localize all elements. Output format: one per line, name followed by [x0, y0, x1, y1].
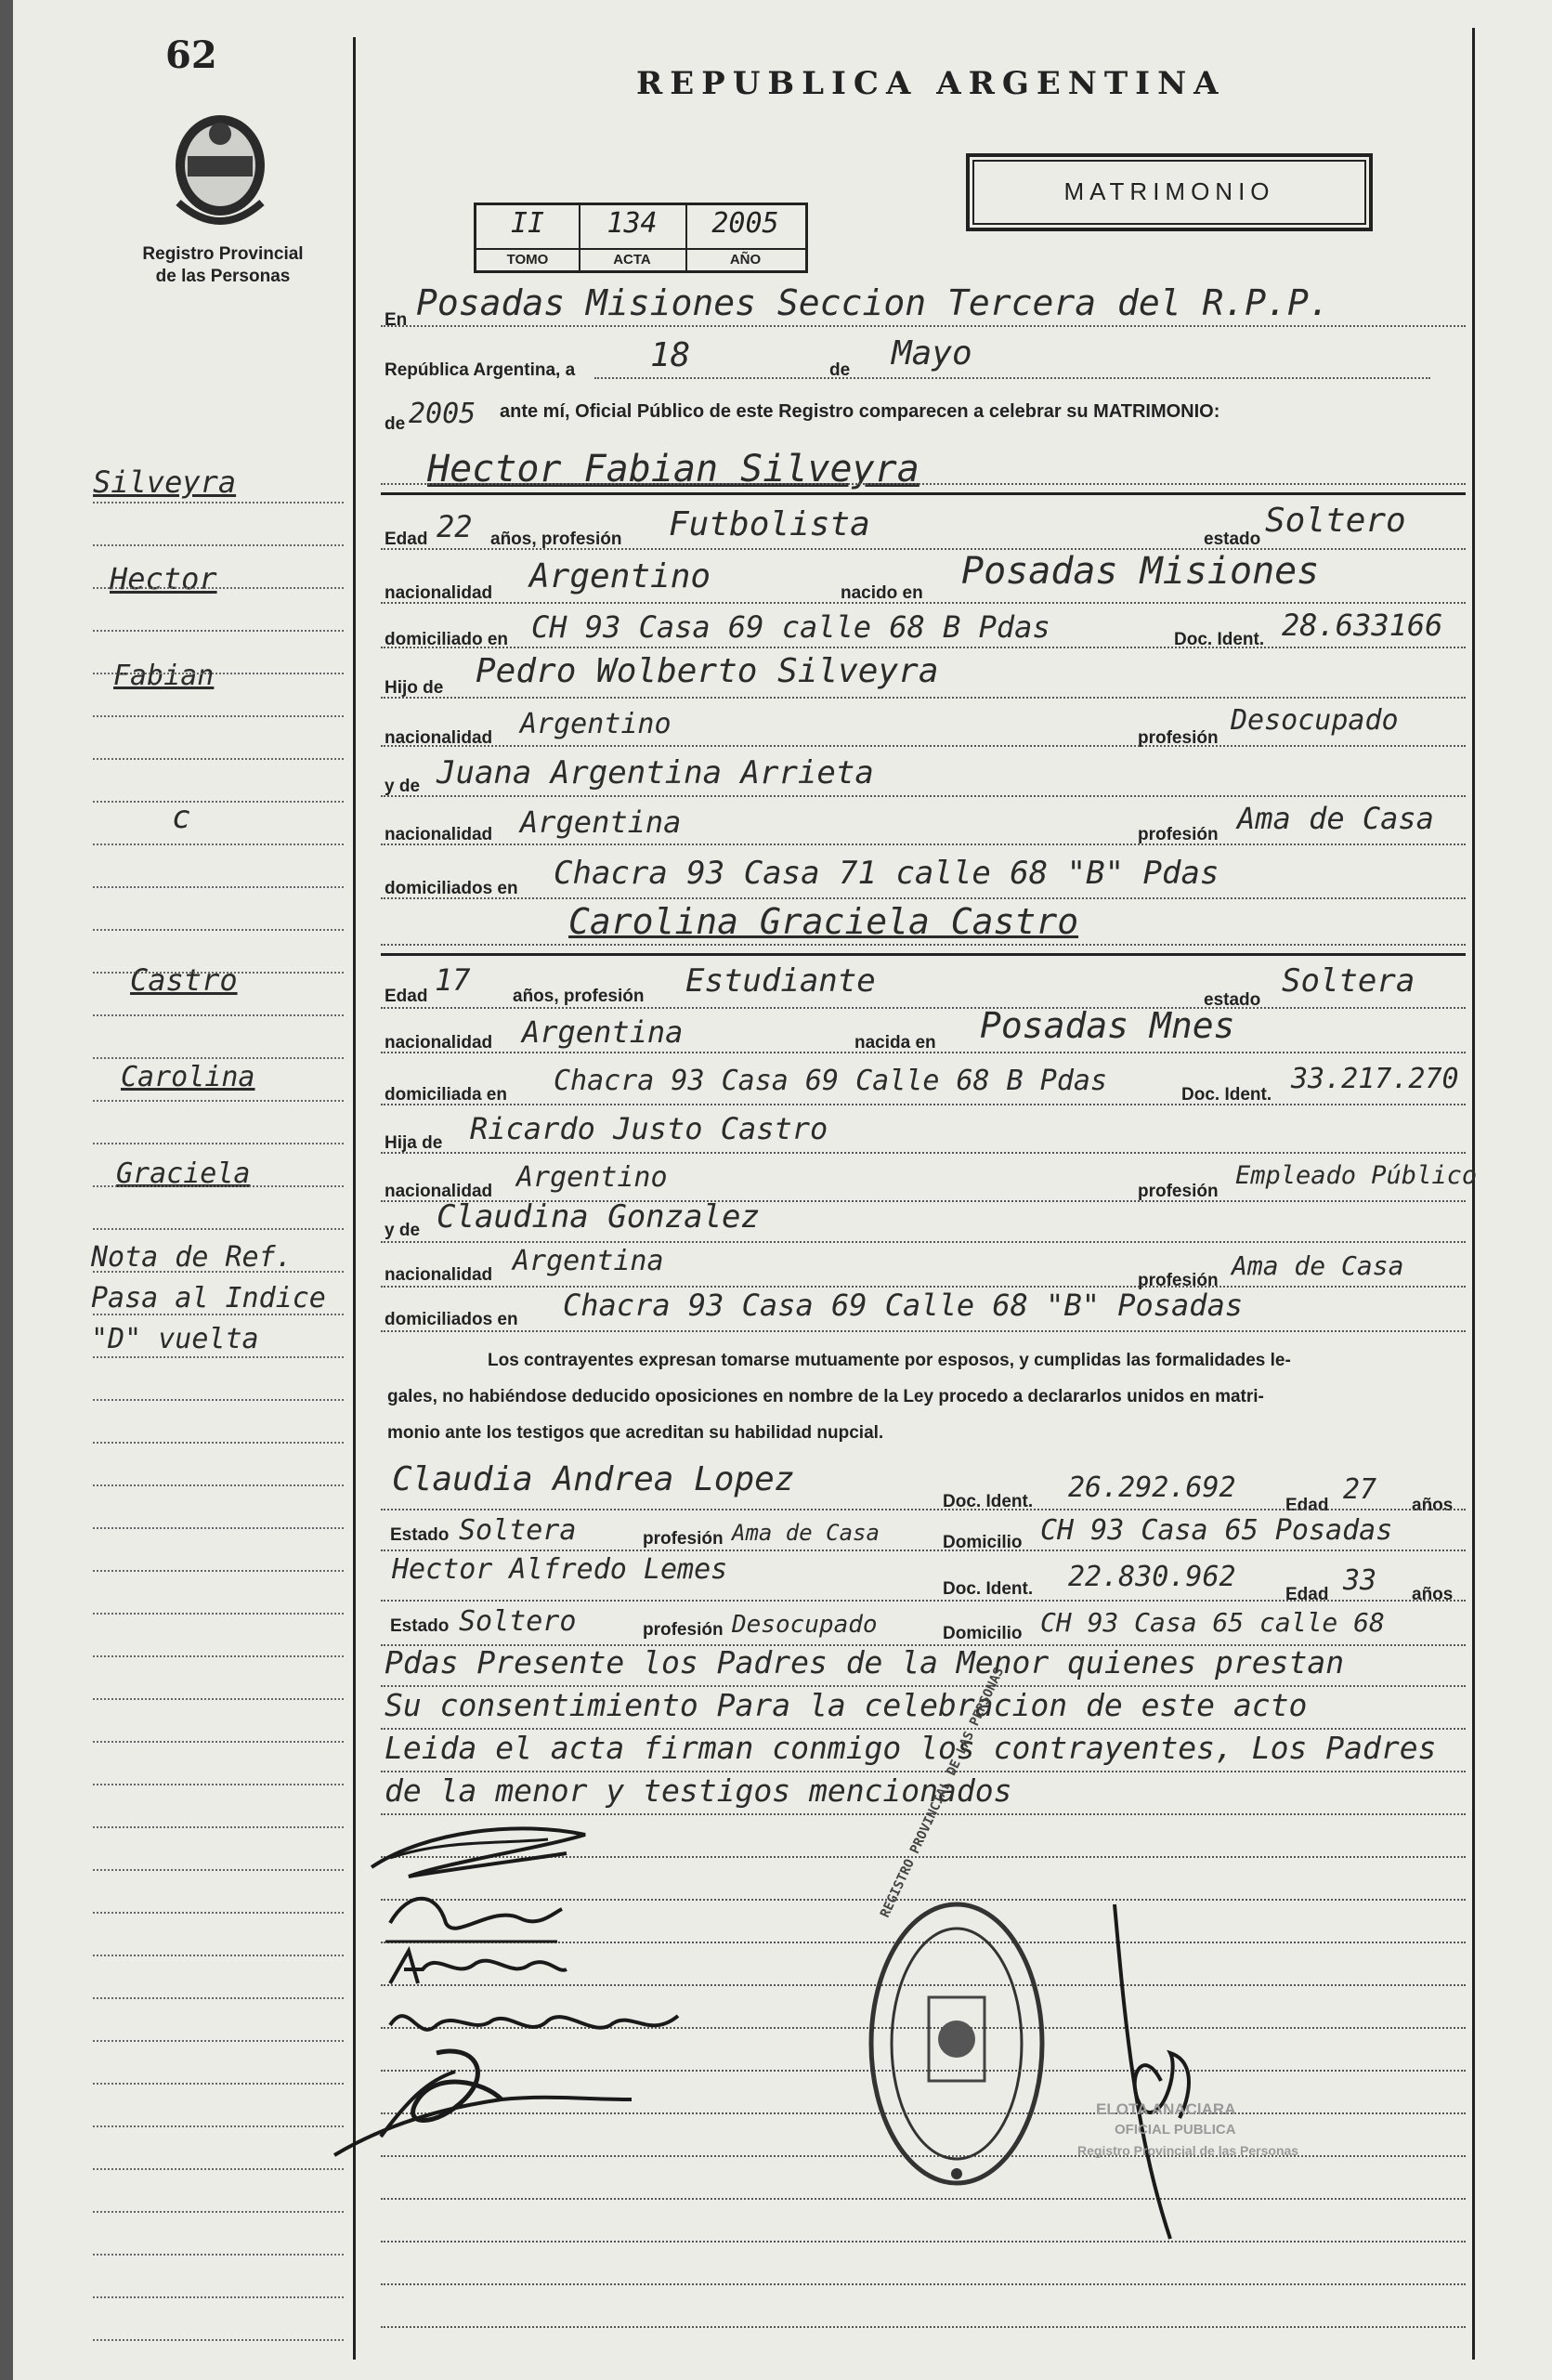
margin-line	[93, 1527, 344, 1529]
witness2-name: Hector Alfredo Lemes	[392, 1553, 728, 1586]
witness1-prof: Ama de Casa	[732, 1520, 880, 1546]
margin-line	[93, 1314, 344, 1315]
blank-line	[381, 2283, 1466, 2285]
line-bride-2	[381, 1052, 1466, 1053]
margin-line	[93, 2339, 344, 2341]
groom-padre-prof-label: profesión	[1138, 728, 1219, 748]
witness2-doc-label: Doc. Ident.	[943, 1579, 1034, 1599]
official-name: ELOTA ANAClARA	[1096, 2100, 1236, 2118]
margin-line	[93, 1655, 344, 1657]
registry-name	[111, 243, 334, 288]
margin-line	[93, 2168, 344, 2170]
witness1-edad: 27	[1343, 1473, 1377, 1506]
line-groom-7	[381, 843, 1466, 845]
line-witness1-2	[381, 1550, 1466, 1551]
groom-padres-dom-label: domiciliados en	[385, 879, 518, 898]
witness1-anios-label: años	[1412, 1496, 1454, 1515]
de2-label: de	[385, 414, 406, 434]
margin-groom-surname: Silveyra	[93, 464, 237, 500]
groom-madre-nac: Argentina	[520, 804, 682, 840]
margin-line	[93, 1399, 344, 1401]
margin-groom-given2: Fabian	[113, 660, 215, 692]
margin-line	[93, 1826, 344, 1828]
witness2-prof: Desocupado	[732, 1611, 878, 1639]
margin-line	[93, 715, 344, 717]
official-registry: Registro Provincial de las Personas	[1077, 2143, 1299, 2158]
margin-line	[93, 1484, 344, 1486]
bride-padre-prof-label: profesión	[1138, 1182, 1219, 1201]
bride-madre: Claudina Gonzalez	[437, 1198, 760, 1236]
groom-madre: Juana Argentina Arrieta	[437, 754, 874, 791]
groom-madre-prof-label: profesión	[1138, 825, 1219, 844]
record-type-box	[966, 153, 1373, 231]
witness1-dom-label: Domicilio	[943, 1533, 1023, 1552]
margin-line	[93, 2040, 344, 2042]
line-bride-8	[381, 1330, 1466, 1332]
statement-text: ante mí, Oficial Público de este Registro comparecen a celebrar su MATRIMONIO:	[500, 401, 1220, 422]
margin-line	[93, 1698, 344, 1700]
margin-line	[93, 1784, 344, 1785]
witness2-dom-label: Domicilio	[943, 1624, 1023, 1643]
groom-madre-nac-label: nacionalidad	[385, 825, 493, 844]
groom-padre-prof: Desocupado	[1231, 704, 1399, 737]
bride-estado: Soltera	[1282, 962, 1415, 1000]
margin-line	[93, 1912, 344, 1914]
margin-line	[93, 843, 344, 845]
place-value: Posadas Misiones Seccion Tercera del R.P.P.	[416, 282, 1330, 323]
margin-line	[93, 929, 344, 931]
bride-nac-label: nacionalidad	[385, 1033, 493, 1053]
record-type: MATRIMONIO	[1063, 177, 1275, 205]
groom-padre-nac-label: nacionalidad	[385, 728, 493, 748]
signature-castro	[325, 2044, 641, 2164]
margin-line	[93, 1356, 344, 1358]
margin-line	[93, 1143, 344, 1144]
margin-line	[93, 544, 344, 546]
line-bride-3	[381, 1104, 1466, 1105]
bride-nacida-label: nacida en	[854, 1033, 936, 1053]
binding-edge	[0, 0, 13, 2380]
margin-line	[93, 886, 344, 888]
margin-bride-given1: Carolina	[121, 1061, 255, 1093]
witness2-estado: Soltero	[459, 1605, 577, 1638]
bride-estado-label: estado	[1204, 990, 1261, 1010]
groom-anios-label: años, profesión	[490, 530, 622, 549]
margin-line	[93, 2083, 344, 2085]
bride-full-name: Carolina Graciela Castro	[568, 901, 1079, 942]
bride-nacionalidad: Argentina	[522, 1014, 684, 1050]
margin-conjunction: c	[172, 799, 191, 836]
line-groom-8	[381, 897, 1466, 899]
acta-label: ACTA	[579, 248, 685, 270]
groom-madre-prof: Ama de Casa	[1237, 801, 1434, 836]
registry-name-line1: Registro Provincial	[142, 244, 304, 264]
tomo-cell	[476, 205, 580, 270]
bride-profesion: Estudiante	[685, 962, 876, 1000]
page-number: 62	[165, 33, 217, 77]
groom-doc-label: Doc. Ident.	[1174, 630, 1265, 649]
bride-madre-nac: Argentina	[513, 1245, 664, 1277]
witness1-prof-label: profesión	[643, 1529, 724, 1549]
line-bride-4	[381, 1152, 1466, 1154]
bride-hija-label: Hija de	[385, 1133, 443, 1153]
bride-domicilio: Chacra 93 Casa 69 Calle 68 B Pdas	[554, 1065, 1108, 1097]
margin-line	[93, 1869, 344, 1871]
witness2-edad: 33	[1343, 1564, 1377, 1597]
witness1-estado: Soltera	[459, 1514, 577, 1547]
margin-line	[93, 1570, 344, 1572]
groom-edad-label: Edad	[385, 530, 428, 549]
bride-padres-dom: Chacra 93 Casa 69 Calle 68 "B" Posadas	[563, 1288, 1244, 1323]
margin-bride-given2: Graciela	[116, 1157, 251, 1190]
groom-nac-label: nacionalidad	[385, 583, 493, 603]
margin-line	[93, 587, 344, 589]
groom-profesion: Futbolista	[669, 505, 870, 543]
groom-padre: Pedro Wolberto Silveyra	[476, 652, 939, 690]
margin-line	[93, 1741, 344, 1743]
groom-nacido-en: Posadas Misiones	[961, 550, 1320, 593]
margin-rule	[353, 37, 356, 2360]
country-title: REPUBLICA ARGENTINA	[636, 65, 1226, 102]
margin-line	[93, 673, 344, 674]
groom-doc: 28.633166	[1282, 608, 1443, 643]
note-line-1: Pdas Presente los Padres de la Menor quienes prestan	[385, 1644, 1345, 1680]
signature-alfredo	[381, 1942, 585, 1997]
margin-line	[93, 502, 344, 503]
line-place	[381, 325, 1466, 327]
groom-domicilio: CH 93 Casa 69 calle 68 B Pdas	[531, 609, 1050, 645]
note-line-2: Su consentimiento Para la celebracion de este acto	[385, 1687, 1308, 1723]
bride-madre-prof: Ama de Casa	[1232, 1250, 1404, 1281]
bride-padre-nac: Argentino	[516, 1161, 668, 1194]
bride-separator	[381, 953, 1466, 956]
witness2-estado-label: Estado	[390, 1616, 450, 1636]
groom-full-name: Hector Fabian Silveyra	[427, 448, 919, 490]
seal-text: REGISTRO PROVINCIAL DE LAS PERSONAS	[878, 1665, 1008, 1920]
bride-doc-label: Doc. Ident.	[1181, 1085, 1272, 1105]
margin-line	[93, 1271, 344, 1273]
witness1-doc: 26.292.692	[1068, 1471, 1236, 1504]
groom-separator	[381, 492, 1466, 495]
registry-name-line2: de las Personas	[155, 267, 291, 286]
witness1-edad-label: Edad	[1285, 1496, 1329, 1515]
witness2-doc: 22.830.962	[1068, 1561, 1236, 1593]
line-bride-1	[381, 1007, 1466, 1009]
note-line-4: de la menor y testigos mencionados	[385, 1772, 1012, 1809]
line-groom-name	[381, 483, 1466, 485]
margin-line	[93, 630, 344, 632]
groom-padre-nac: Argentino	[520, 708, 672, 740]
margin-line	[93, 1442, 344, 1444]
margin-note-2: Pasa al Indice	[91, 1282, 326, 1314]
margin-line	[93, 758, 344, 760]
margin-line	[93, 2211, 344, 2213]
official-stamp	[1077, 2099, 1298, 2161]
republica-label: República Argentina, a	[385, 360, 576, 380]
acta-cell	[579, 205, 687, 270]
bride-dom-label: domiciliada en	[385, 1085, 507, 1105]
witness1-doc-label: Doc. Ident.	[943, 1492, 1034, 1511]
margin-groom-given1: Hector	[110, 561, 217, 596]
coat-of-arms-icon	[160, 110, 280, 230]
margin-line	[93, 972, 344, 974]
line-groom-6	[381, 795, 1466, 797]
bride-edad: 17	[435, 962, 471, 998]
witness2-dom: CH 93 Casa 65 calle 68	[1040, 1607, 1385, 1638]
groom-padres-dom: Chacra 93 Casa 71 calle 68 "B" Pdas	[554, 855, 1219, 892]
bride-anios-label: años, profesión	[513, 987, 645, 1006]
margin-line	[93, 2125, 344, 2127]
year-value: 2005	[409, 398, 476, 430]
official-seal	[864, 1886, 1050, 2202]
declaration-line-2: gales, no habiéndose deducido oposiciones en nombre de la Ley procedo a declararlos unidos en matri-	[387, 1387, 1264, 1406]
bride-nacida-en: Posadas Mnes	[980, 1005, 1235, 1046]
declaration-text	[387, 1342, 1463, 1451]
ano-value: 2005	[711, 207, 779, 240]
line-groom-5	[381, 745, 1466, 747]
line-bride-name	[381, 944, 1466, 946]
groom-nacido-label: nacido en	[841, 583, 923, 603]
line-groom-3	[381, 647, 1466, 648]
groom-edad: 22	[437, 509, 473, 544]
witness2-prof-label: profesión	[643, 1620, 724, 1640]
en-label: En	[385, 310, 408, 330]
bride-edad-label: Edad	[385, 987, 428, 1006]
line-bride-6	[381, 1241, 1466, 1243]
line-witness1-1	[381, 1509, 1466, 1510]
reference-box	[474, 203, 808, 273]
bride-padre-prof: Empleado Público	[1235, 1161, 1478, 1190]
bride-madre-nac-label: nacionalidad	[385, 1265, 493, 1285]
groom-yde-label: y de	[385, 777, 421, 796]
margin-note-3: "D" vuelta	[91, 1323, 259, 1355]
witness1-name: Claudia Andrea Lopez	[392, 1460, 795, 1498]
line-groom-2	[381, 602, 1466, 604]
groom-dom-label: domiciliado en	[385, 630, 509, 649]
margin-line	[93, 1997, 344, 1999]
bride-padre-nac-label: nacionalidad	[385, 1182, 493, 1201]
right-rule	[1472, 28, 1475, 2360]
groom-estado: Soltero	[1265, 502, 1406, 540]
witness2-edad-label: Edad	[1285, 1585, 1329, 1604]
month-value: Mayo	[892, 334, 972, 373]
margin-line	[93, 1100, 344, 1102]
signature-official	[1087, 1895, 1254, 2248]
margin-line	[93, 2296, 344, 2298]
acta-value: 134	[606, 207, 658, 240]
bride-yde-label: y de	[385, 1221, 421, 1240]
official-title: OFICIAL PUBLICA	[1115, 2122, 1236, 2138]
bride-padre: Ricardo Justo Castro	[470, 1111, 828, 1146]
note-line-3: Leida el acta firman conmigo los contrayentes, Los Padres	[385, 1730, 1437, 1766]
de-label: de	[829, 360, 851, 380]
witness2-anios-label: años	[1412, 1585, 1454, 1604]
margin-note-1: Nota de Ref.	[91, 1241, 293, 1274]
groom-hijo-label: Hijo de	[385, 678, 444, 698]
tomo-label: TOMO	[476, 248, 579, 270]
margin-line	[93, 1014, 344, 1016]
margin-bride-surname: Castro	[130, 962, 238, 998]
ano-cell	[685, 205, 805, 270]
witness1-estado-label: Estado	[390, 1525, 450, 1545]
declaration-line-3: monio ante los testigos que acreditan su habilidad nupcial.	[387, 1423, 884, 1443]
signature-groom	[353, 1811, 613, 1886]
groom-nacionalidad: Argentino	[529, 557, 711, 595]
margin-line	[93, 1185, 344, 1187]
ano-label: AÑO	[685, 248, 805, 270]
margin-line	[93, 1613, 344, 1615]
blank-line	[381, 2326, 1466, 2328]
margin-line	[93, 2254, 344, 2256]
tomo-value: II	[510, 207, 545, 240]
groom-estado-label: estado	[1204, 530, 1261, 549]
line-date	[594, 377, 1430, 379]
line-groom-4	[381, 697, 1466, 699]
blank-line	[381, 2241, 1466, 2243]
witness1-dom: CH 93 Casa 65 Posadas	[1040, 1514, 1393, 1547]
line-witness2-1	[381, 1600, 1466, 1602]
margin-line	[93, 1057, 344, 1059]
margin-line	[93, 801, 344, 803]
declaration-line-1: Los contrayentes expresan tomarse mutuamente por esposos, y cumplidas las formalidades le-	[488, 1351, 1291, 1370]
bride-doc: 33.217.270	[1291, 1063, 1459, 1095]
day-value: 18	[650, 336, 691, 374]
bride-madre-prof-label: profesión	[1138, 1271, 1219, 1290]
margin-line	[93, 1955, 344, 1956]
margin-line	[93, 1228, 344, 1230]
bride-padres-dom-label: domiciliados en	[385, 1310, 518, 1329]
